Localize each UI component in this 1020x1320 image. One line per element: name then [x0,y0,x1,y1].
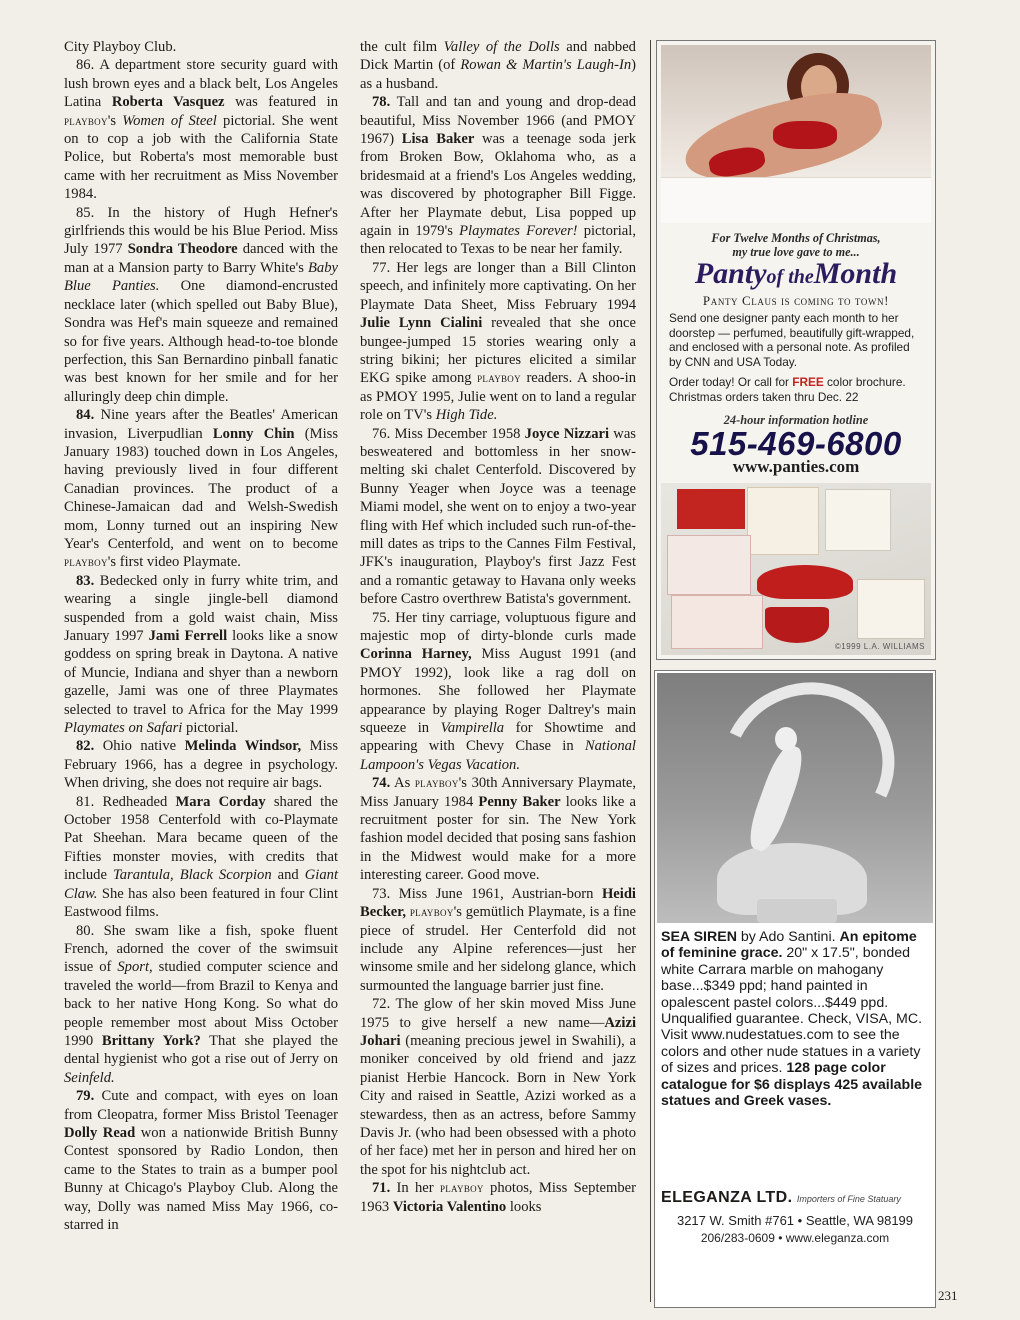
article-paragraph: 75. Her tiny carriage, voluptuous figure and majestic mop of dirty-blonde curls made Corinna Harney, Miss August 1991 (and PMOY 1992), look like a rag doll on hormones. She followed her Playmate appearance by playing Roger Daltrey's main squeeze in Vampirella for Showtime and appearing with Chevy Chase in National Lampoon's Vegas Vacation. [360,609,637,773]
article-paragraph: 80. She swam like a fish, spoke fluent French, adorned the cover of the swimsuit issue of Sport, studied computer science and traveled the world—from Brazil to Kenya and back to her native Hong Kong. So what do people remember most about Miss October 1990 Brittany York? That she played the dental hygienist who got a rise out of Jerry on Seinfeld. [64,922,338,1086]
company-name: ELEGANZA LTD. Importers of Fine Statuary [661,1189,901,1206]
company-address: 3217 W. Smith #761 • Seattle, WA 98199 [676,1213,914,1228]
brand-logo: Pantyof theMonth [694,257,898,290]
eleganza-statue-ad [654,670,936,1308]
page-number: 231 [938,1288,958,1303]
column-divider [650,40,651,1302]
panty-of-the-month-ad [656,40,936,660]
ad-slogan: Panty Claus is coming to town! [702,293,890,308]
hotline-label: 24-hour information hotline [723,413,869,427]
article-paragraph: 72. The glow of her skin moved Miss June 1975 to give herself a new name—Azizi Johari (meaning precious jewel in Swahili), a moniker conceived by old friend and jazz pianist Herbie Hancock. Born in New York City and raised in Seattle, Azizi worked as a stewardess, then as an actress, before Sammy Davis Jr. (who had been obsessed with a photo of her face) met her in person and hired her on the spot for his nightclub act. [360,996,636,1178]
ad-website: www.panties.com [732,457,860,476]
article-paragraph: 81. Redheaded Mara Corday shared the October 1958 Centerfold with co-Playmate Pat Sheehan. Mara became queen of the Fifties monster movies, with credits that include Tarantula, Black Scorpion and Giant Claw. She has also been featured in four Clint Eastwood films. [64,793,338,921]
statue-photo [657,673,933,923]
article-paragraph: 85. In the history of Hugh Hefner's girlfriends this would be his Blue Period. Miss July 1977 Sondra Theodore danced with the man at a Mansion party to Barry White's Baby Blue Panties. One diamond-encrusted necklace later (which spelled out Baby Blue), Sondra was Hef's main squeeze and remained so for five years. Although head-to-toe blonde perfection, this San Bernardino pinball fanatic was best known for her smile and for her alluringly deep chin dimple. [64,204,338,405]
article-column-1 [64,38,338,1234]
company-contact: 206/283-0609 • www.eleganza.com [700,1231,890,1245]
statue-description: SEA SIREN by Ado Santini. An epitome of feminine grace. 20" x 17.5", bonded white Carrara marble on mahogany base...$349 ppd; hand painted in opalescent pastel colors...$449 ppd. Unqualified guarantee. Check, VISA, MC. Visit www.nudestatues.com to see the colors and other nude statues in a variety of sizes and prices. 128 page color catalogue for $6 displays 425 available statues and Greek vases. [661,929,923,1110]
ad-phone-number: 515-469-6800 [690,425,902,462]
article-paragraph: 82. Ohio native Melinda Windsor, Miss February 1966, has a degree in psychology. When driving, she does not require air bags. [64,738,338,792]
article-paragraph: 76. Miss December 1958 Joyce Nizzari was besweatered and bottomless in her snow-melting ski chalet Centerfold. Discovered by Bunny Yeager when Joyce was a teenage Miami model, she went on to enjoy a two-year fling with Hef which included such run-of-the-mill dates as trips to the Cannes Film Festival, JFK's inauguration, Playboy's first Jazz Fest and a romantic getaway to Havana only weeks before Castro overthrew Batista's government. [360,425,636,608]
article-paragraph: the cult film Valley of the Dolls and nabbed Dick Martin (of Rowan & Martin's Laugh-In) as a husband. [360,39,636,92]
article-paragraph: 86. A department store security guard with lush brown eyes and a black belt, Los Angeles Latina Roberta Vasquez was featured in playboy's Women of Steel pictorial. She went on to cop a job with the California State Police, but Roberta's most memorable bust came with her recruitment as Miss November 1984. [64,57,338,203]
article-paragraph: City Playboy Club. [64,39,177,55]
ad-order-text: Order today! Or call for FREE color brochure. Christmas orders taken thru Dec. 22 [669,375,906,404]
ad-body-text: Send one designer panty each month to her doorstep — perfumed, beautifully gift-wrapped, and enclosed with a personal note. As profiled by CNN and USA Today. [669,311,915,369]
product-photo [661,483,931,655]
article-paragraph: 79. Cute and compact, with eyes on loan from Cleopatra, former Miss Bristol Teenager Dolly Read won a nationwide British Bunny Contest sponsored by Radio London, then came to the States to train as a bumper pool Bunny at Chicago's Playboy Club. Along the way, Dolly was named Miss May 1966, co-starred in [64,1088,338,1233]
article-paragraph: 83. Bedecked only in furry white trim, and wearing a single jingle-bell diamond suspended from a gold waist chain, Miss January 1997 Jami Ferrell looks like a snow goddess on spring break in Daytona. A native of Muncie, Indiana and shyer than a newborn gazelle, Jami was one of three Playmates selected to travel to Africa for the May 1999 Playmates on Safari pictorial. [64,572,338,737]
article-paragraph: 77. Her legs are longer than a Bill Clinton speech, and infinitely more captivating. On her Playmate Data Sheet, Miss February 1994 Julie Lynn Cialini revealed that she once bungee-jumped 15 stories wearing only a string bikini; her pictures elicited a similar EKG spike among playboy readers. A shoo-in as PMOY 1995, Julie went on to land a regular role on TV's High Tide. [360,259,636,424]
article-paragraph: 74. As playboy's 30th Anniversary Playmate, Miss January 1984 Penny Baker looks like a recruitment poster for sin. The New York fashion model decided that posing sans fashion in the Midwest would make for a more interesting career. Good move. [360,775,636,884]
article-column-2 [360,38,636,1216]
article-paragraph: 78. Tall and tan and young and drop-dead beautiful, Miss November 1966 (and PMOY 1967) Lisa Baker was a teenage soda jerk from Broken Bow, Oklahoma who, as a bridesmaid at a friend's Los Angeles wedding, was discovered by photographer Bill Figge. After her Playmate debut, Lisa popped up again in 1979's Playmates Forever! pictorial, then relocated to Texas to be near her family. [360,94,636,258]
article-paragraph: 71. In her playboy photos, Miss September 1963 Victoria Valentino looks [360,1180,636,1215]
photo-credit: ©1999 L.A. WILLIAMS [834,642,925,651]
model-photo [661,45,931,223]
ad-tagline: For Twelve Months of Christmas, my true love gave to me... [711,231,881,259]
article-paragraph: 73. Miss June 1961, Austrian-born Heidi Becker, playboy's gemütlich Playmate, is a fine piece of strudel. Her Centerfold did not include any Alpine references—just her winsome smile and her sidelong glance, which surmounted the language barrier just fine. [360,885,636,994]
article-paragraph: 84. Nine years after the Beatles' American invasion, Liverpudlian Lonny Chin (Miss January 1983) touched down in Los Angeles, having previously lived in four different Canadian provinces. The product of a Chinese-Jamaican dad and Welsh-Swedish mom, Lonny turned out an inspiring New Year's Centerfold, and went on to become playboy's first video Playmate. [64,407,338,571]
